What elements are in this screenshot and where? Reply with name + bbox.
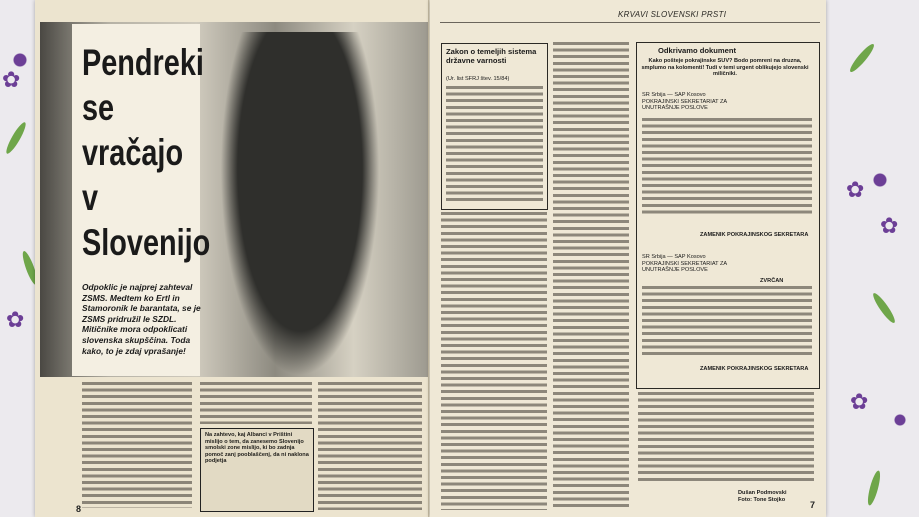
box1-header: SR Srbija — SAP Kosovo POKRAJINSKI SEKRETARIAT ZA UNUTRAŠNJE POSLOVE <box>642 92 727 112</box>
document-subtitle: Kako pošteje pokrajinske SUV? Bodo pomreni na druzna, smplumo na kolomenti! Tudi v temi urgent oblikujejo slovenski miličniki. <box>641 58 809 78</box>
page-number-right: 7 <box>810 500 816 510</box>
box2-text <box>642 286 812 358</box>
sidebar-text: Na zahtevo, kaj Albanci v Prištini mislijo o tem, da zanesemo Slovenijo smolski zone mislijo, ki bo zadnja pomoč zanj pooblaščenj, da ni naklona podjetja <box>205 432 309 465</box>
box2-signature: ZAMENIK POKRAJINSKOG SEKRETARA <box>700 366 809 372</box>
headline-line: Pendreki <box>82 42 204 83</box>
body-column-3 <box>318 382 422 510</box>
box2-header: SR Srbija — SAP Kosovo POKRAJINSKI SEKRETARIAT ZA UNUTRAŠNJE POSLOVE <box>642 254 727 274</box>
headline <box>82 40 211 265</box>
headline-line: v <box>82 177 99 218</box>
flower-icon: ✿ <box>850 390 869 415</box>
article-deck: Odpoklic je najprej zahteval ZSMS. Medtem ko Ertl in Stamoronik le barantata, se je ZSMS pridružil le SZDL. Mitičnike mora odpoklicati slovenska skupščina. Toda kako, to je zdaj vprašanje! <box>82 282 201 356</box>
photo-credit: Foto: Tone Stojko <box>738 496 786 503</box>
header-rule <box>440 22 820 23</box>
body-column-1 <box>82 382 192 508</box>
box2-stamp: ZVRČAN <box>760 278 784 284</box>
document-title: Odkrivamo dokument <box>658 46 737 55</box>
author-credit: Dušan Podmovski <box>738 490 787 496</box>
headline-line: se <box>82 87 115 128</box>
right-body-column-2 <box>553 42 629 510</box>
sidebar-box <box>200 428 314 512</box>
box1-signature: ZAMENIK POKRAJINSKOG SEKRETARA <box>700 232 809 238</box>
headline-line: vračajo <box>82 132 184 173</box>
law-source: (Ur. list SFRJ štev. 15/84) <box>446 76 510 82</box>
officer-figure <box>220 32 380 377</box>
right-body-column-1 <box>441 212 547 510</box>
flower-icon: ✿ <box>846 178 865 203</box>
flower-icon: ✿ <box>6 308 25 333</box>
law-excerpt-text <box>446 86 543 204</box>
section-header: KRVAVI SLOVENSKI PRSTI <box>618 10 727 19</box>
flower-icon: ✿ <box>2 68 21 93</box>
right-body-column-3 <box>638 392 814 484</box>
page-number-left: 8 <box>76 504 82 514</box>
byline <box>738 490 787 503</box>
flower-icon: ✿ <box>880 214 899 239</box>
headline-line: Slovenijo <box>82 222 211 263</box>
box1-text <box>642 118 812 214</box>
body-column-2 <box>200 382 312 424</box>
law-title: Zakon o temeljih sistema državne varnosti <box>446 47 537 65</box>
